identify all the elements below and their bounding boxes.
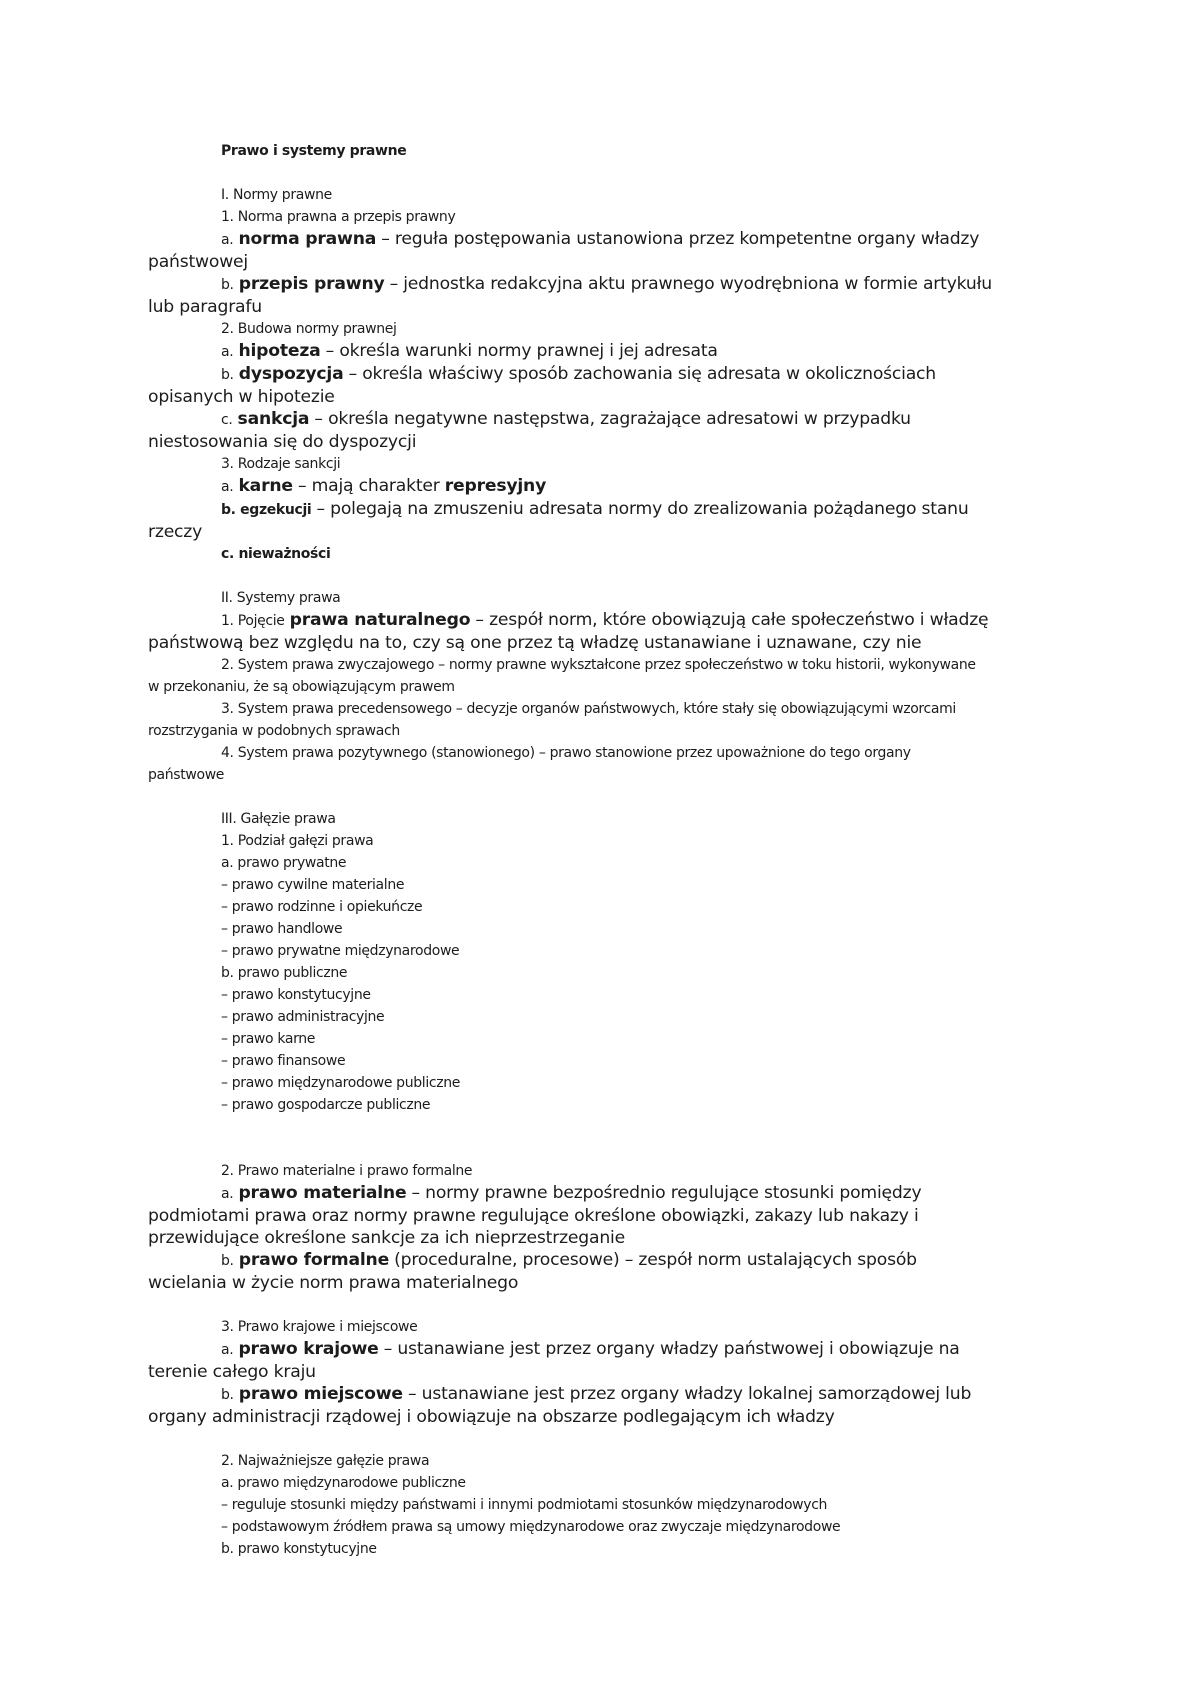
public-law-list xyxy=(148,984,1048,1116)
definition-line: c. nieważności xyxy=(221,546,331,562)
definition-line: b. przepis prawny – jednostka redakcyjna aktu prawnego wyodrębniona w formie artykułu xyxy=(221,274,992,294)
list-item: – reguluje stosunki między państwami i innymi podmiotami stosunków międzynarodowych xyxy=(221,1497,828,1513)
definition-line: b. prawo formalne (proceduralne, procesowe) – zespół norm ustalających sposób xyxy=(221,1250,917,1270)
list-item: – prawo cywilne materialne xyxy=(221,877,405,893)
definition-line: a. hipoteza – określa warunki normy prawnej i jej adresata xyxy=(221,341,718,361)
definition-line: a. prawo krajowe – ustanawiane jest przez organy władzy państwowej i obowiązuje na xyxy=(221,1339,960,1359)
paragraph-line: 2. System prawa zwyczajowego – normy prawne wykształcone przez społeczeństwo w toku historii, wykonywane xyxy=(221,657,976,673)
definition-continuation: lub paragrafu xyxy=(148,297,262,317)
subsection-heading: 1. Norma prawna a przepis prawny xyxy=(221,209,456,225)
definition-line: b. dyspozycja – określa właściwy sposób zachowania się adresata w okolicznościach xyxy=(221,364,936,384)
definition-continuation: państwową bez względu na to, czy są one przez tą władzę ustanawiane i uznawane, czy nie xyxy=(148,633,922,653)
definition-line: b. prawo miejscowe – ustanawiane jest przez organy władzy lokalnej samorządowej lub xyxy=(221,1384,972,1404)
subsection-heading: 3. Rodzaje sankcji xyxy=(221,456,341,472)
subsection-heading: 3. Prawo krajowe i miejscowe xyxy=(221,1319,418,1335)
subsection-heading: 1. Podział gałęzi prawa xyxy=(221,833,374,849)
private-law-list xyxy=(148,874,1048,962)
list-label: b. prawo konstytucyjne xyxy=(221,1541,377,1557)
definition-continuation: przewidujące określone sankcje za ich nieprzestrzeganie xyxy=(148,1228,625,1248)
paragraph-continuation: państwowe xyxy=(148,767,225,783)
section-heading: I. Normy prawne xyxy=(221,187,332,203)
list-item: – prawo gospodarcze publiczne xyxy=(221,1097,431,1113)
document-page xyxy=(148,140,1048,1560)
document-title: Prawo i systemy prawne xyxy=(221,143,407,159)
list-label: a. prawo międzynarodowe publiczne xyxy=(221,1475,466,1491)
paragraph-line: 3. System prawa precedensowego – decyzje organów państwowych, które stały się obowiązującymi wzorcami xyxy=(221,701,956,717)
list-item: – prawo rodzinne i opiekuńcze xyxy=(221,899,423,915)
definition-continuation: terenie całego kraju xyxy=(148,1362,316,1382)
list-item: – prawo finansowe xyxy=(221,1053,346,1069)
list-item: – podstawowym źródłem prawa są umowy międzynarodowe oraz zwyczaje międzynarodowe xyxy=(221,1519,841,1535)
list-item: – prawo konstytucyjne xyxy=(221,987,371,1003)
paragraph-continuation: rozstrzygania w podobnych sprawach xyxy=(148,723,400,739)
section-heading: II. Systemy prawa xyxy=(221,590,341,606)
definition-continuation: opisanych w hipotezie xyxy=(148,387,335,407)
definition-continuation: państwowej xyxy=(148,252,249,272)
paragraph-line: 4. System prawa pozytywnego (stanowionego) – prawo stanowione przez upoważnione do tego organy xyxy=(221,745,911,761)
definition-continuation: organy administracji rządowej i obowiązuje na obszarze podlegającym ich władzy xyxy=(148,1407,835,1427)
list-item: – prawo międzynarodowe publiczne xyxy=(221,1075,460,1091)
subsection-heading: 2. Prawo materialne i prawo formalne xyxy=(221,1163,473,1179)
list-item: – prawo administracyjne xyxy=(221,1009,385,1025)
definition-continuation: niestosowania się do dyspozycji xyxy=(148,432,417,452)
definition-line: b. egzekucji – polegają na zmuszeniu adresata normy do zrealizowania pożądanego stanu xyxy=(221,499,969,519)
definition-continuation: wcielania w życie norm prawa materialnego xyxy=(148,1273,519,1293)
definition-line: a. karne – mają charakter represyjny xyxy=(221,476,547,496)
definition-line: c. sankcja – określa negatywne następstwa, zagrażające adresatowi w przypadku xyxy=(221,409,911,429)
definition-continuation: podmiotami prawa oraz normy prawne regulujące określone obowiązki, zakazy lub nakazy i xyxy=(148,1206,919,1226)
subsection-heading: 2. Najważniejsze gałęzie prawa xyxy=(221,1453,430,1469)
list-item: – prawo handlowe xyxy=(221,921,343,937)
definition-line: a. prawo materialne – normy prawne bezpośrednio regulujące stosunki pomiędzy xyxy=(221,1183,922,1203)
definition-continuation: rzeczy xyxy=(148,522,203,542)
list-item: – prawo prywatne międzynarodowe xyxy=(221,943,460,959)
paragraph-continuation: w przekonaniu, że są obowiązującym prawem xyxy=(148,679,455,695)
list-label: b. prawo publiczne xyxy=(221,965,348,981)
section-heading: III. Gałęzie prawa xyxy=(221,811,336,827)
list-label: a. prawo prywatne xyxy=(221,855,347,871)
subsection-heading: 2. Budowa normy prawnej xyxy=(221,321,397,337)
definition-line: 1. Pojęcie prawa naturalnego – zespół norm, które obowiązują całe społeczeństwo i władzę xyxy=(221,610,989,630)
list-item: – prawo karne xyxy=(221,1031,316,1047)
definition-line: a. norma prawna – reguła postępowania ustanowiona przez kompetentne organy władzy xyxy=(221,229,980,249)
international-law-list xyxy=(148,1494,1048,1538)
